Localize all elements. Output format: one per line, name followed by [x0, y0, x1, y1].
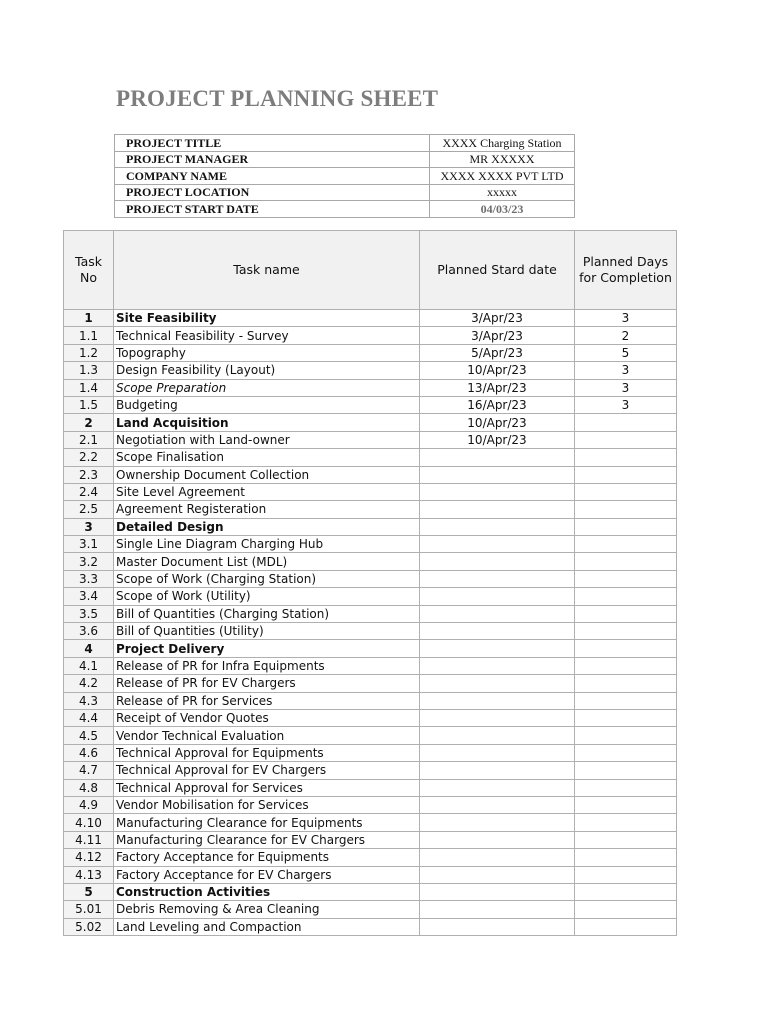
- task-days-cell: [575, 553, 677, 570]
- task-no-cell: 1.5: [64, 396, 114, 413]
- task-name-cell: Scope Preparation: [114, 379, 420, 396]
- task-name-cell: Land Leveling and Compaction: [114, 918, 420, 935]
- task-name-cell: Technical Approval for Services: [114, 779, 420, 796]
- task-date-cell: [420, 553, 575, 570]
- task-date-cell: [420, 570, 575, 587]
- task-name-cell: Release of PR for EV Chargers: [114, 675, 420, 692]
- table-row: [64, 310, 677, 327]
- task-no-cell: 1.2: [64, 344, 114, 361]
- table-row: [64, 866, 677, 883]
- task-date-cell: [420, 814, 575, 831]
- task-table: [63, 230, 677, 936]
- task-days-cell: [575, 570, 677, 587]
- task-no-cell: 4.3: [64, 692, 114, 709]
- task-no-cell: 3.4: [64, 588, 114, 605]
- table-row: [64, 849, 677, 866]
- task-name-cell: Site Feasibility: [114, 310, 420, 327]
- table-row: [64, 362, 677, 379]
- info-label: PROJECT MANAGER: [115, 151, 430, 168]
- task-name-cell: Vendor Technical Evaluation: [114, 727, 420, 744]
- task-name-cell: Topography: [114, 344, 420, 361]
- task-days-cell: [575, 640, 677, 657]
- task-no-cell: 4.7: [64, 762, 114, 779]
- info-label: PROJECT LOCATION: [115, 184, 430, 201]
- task-days-cell: [575, 814, 677, 831]
- task-no-cell: 3.2: [64, 553, 114, 570]
- table-row: [64, 483, 677, 500]
- task-date-cell: 10/Apr/23: [420, 431, 575, 448]
- task-no-cell: 3.3: [64, 570, 114, 587]
- task-name-cell: Receipt of Vendor Quotes: [114, 709, 420, 726]
- task-no-cell: 1.4: [64, 379, 114, 396]
- task-name-cell: Factory Acceptance for Equipments: [114, 849, 420, 866]
- task-date-cell: [420, 483, 575, 500]
- task-no-cell: 1.1: [64, 327, 114, 344]
- info-value: MR XXXXX: [430, 151, 575, 168]
- task-date-cell: [420, 605, 575, 622]
- task-no-cell: 4.1: [64, 657, 114, 674]
- table-row: [64, 640, 677, 657]
- info-value: XXXX Charging Station: [430, 135, 575, 152]
- table-row: [64, 623, 677, 640]
- task-no-cell: 1: [64, 310, 114, 327]
- task-days-cell: 3: [575, 396, 677, 413]
- task-days-cell: 3: [575, 379, 677, 396]
- task-name-cell: Factory Acceptance for EV Chargers: [114, 866, 420, 883]
- task-days-cell: [575, 692, 677, 709]
- table-row: [64, 814, 677, 831]
- task-days-cell: [575, 709, 677, 726]
- task-days-cell: [575, 866, 677, 883]
- task-days-cell: [575, 849, 677, 866]
- table-row: [64, 414, 677, 431]
- task-date-cell: 10/Apr/23: [420, 362, 575, 379]
- task-days-cell: [575, 779, 677, 796]
- table-row: [64, 379, 677, 396]
- task-name-cell: Negotiation with Land-owner: [114, 431, 420, 448]
- table-row: [64, 762, 677, 779]
- table-row: [64, 901, 677, 918]
- task-days-cell: [575, 744, 677, 761]
- task-name-cell: Ownership Document Collection: [114, 466, 420, 483]
- task-no-cell: 2.1: [64, 431, 114, 448]
- task-days-cell: [575, 762, 677, 779]
- task-no-cell: 2.5: [64, 501, 114, 518]
- header-task-no-line1: Task: [75, 254, 102, 269]
- table-row: [64, 466, 677, 483]
- task-date-cell: [420, 640, 575, 657]
- page-title: PROJECT PLANNING SHEET: [116, 86, 439, 111]
- task-days-cell: [575, 518, 677, 535]
- table-row: [64, 449, 677, 466]
- table-row: [64, 796, 677, 813]
- task-no-cell: 4.5: [64, 727, 114, 744]
- task-name-cell: Technical Approval for EV Chargers: [114, 762, 420, 779]
- task-no-cell: 4.8: [64, 779, 114, 796]
- table-row: [64, 396, 677, 413]
- task-days-cell: [575, 901, 677, 918]
- task-name-cell: Release of PR for Services: [114, 692, 420, 709]
- task-date-cell: [420, 657, 575, 674]
- task-date-cell: [420, 762, 575, 779]
- task-date-cell: [420, 466, 575, 483]
- table-row: [64, 518, 677, 535]
- task-days-cell: [575, 883, 677, 900]
- task-days-cell: [575, 431, 677, 448]
- task-name-cell: Technical Approval for Equipments: [114, 744, 420, 761]
- task-no-cell: 3.1: [64, 536, 114, 553]
- task-date-cell: [420, 536, 575, 553]
- task-date-cell: 3/Apr/23: [420, 310, 575, 327]
- task-date-cell: [420, 692, 575, 709]
- task-date-cell: [420, 501, 575, 518]
- task-date-cell: [420, 709, 575, 726]
- task-days-cell: [575, 449, 677, 466]
- task-date-cell: [420, 918, 575, 935]
- task-days-cell: [575, 588, 677, 605]
- table-row: [64, 727, 677, 744]
- task-date-cell: [420, 831, 575, 848]
- table-row: [64, 588, 677, 605]
- info-row: [115, 135, 575, 152]
- task-name-cell: Technical Feasibility - Survey: [114, 327, 420, 344]
- task-date-cell: [420, 849, 575, 866]
- table-row: [64, 605, 677, 622]
- task-no-cell: 5: [64, 883, 114, 900]
- task-days-cell: [575, 675, 677, 692]
- task-days-cell: [575, 536, 677, 553]
- task-no-cell: 4.11: [64, 831, 114, 848]
- info-value: XXXX XXXX PVT LTD: [430, 168, 575, 185]
- header-planned-days-line2: for Completion: [579, 270, 672, 285]
- task-date-cell: [420, 518, 575, 535]
- task-name-cell: Project Delivery: [114, 640, 420, 657]
- task-days-cell: [575, 483, 677, 500]
- task-name-cell: Master Document List (MDL): [114, 553, 420, 570]
- info-value: xxxxx: [430, 184, 575, 201]
- table-row: [64, 883, 677, 900]
- task-name-cell: Debris Removing & Area Cleaning: [114, 901, 420, 918]
- task-name-cell: Design Feasibility (Layout): [114, 362, 420, 379]
- task-name-cell: Bill of Quantities (Charging Station): [114, 605, 420, 622]
- task-name-cell: Vendor Mobilisation for Services: [114, 796, 420, 813]
- header-task-name: Task name: [114, 231, 420, 310]
- task-no-cell: 2.4: [64, 483, 114, 500]
- task-no-cell: 2: [64, 414, 114, 431]
- info-value: 04/03/23: [430, 201, 575, 218]
- task-name-cell: Site Level Agreement: [114, 483, 420, 500]
- task-date-cell: [420, 866, 575, 883]
- table-row: [64, 709, 677, 726]
- task-no-cell: 5.02: [64, 918, 114, 935]
- info-label: COMPANY NAME: [115, 168, 430, 185]
- task-days-cell: 3: [575, 310, 677, 327]
- task-no-cell: 3.5: [64, 605, 114, 622]
- task-date-cell: [420, 901, 575, 918]
- task-name-cell: Single Line Diagram Charging Hub: [114, 536, 420, 553]
- task-name-cell: Bill of Quantities (Utility): [114, 623, 420, 640]
- header-planned-days: [575, 231, 677, 310]
- task-date-cell: 13/Apr/23: [420, 379, 575, 396]
- task-no-cell: 1.3: [64, 362, 114, 379]
- info-label: PROJECT TITLE: [115, 135, 430, 152]
- info-row: [115, 151, 575, 168]
- task-date-cell: [420, 675, 575, 692]
- task-days-cell: [575, 918, 677, 935]
- task-name-cell: Release of PR for Infra Equipments: [114, 657, 420, 674]
- task-no-cell: 2.2: [64, 449, 114, 466]
- table-row: [64, 675, 677, 692]
- table-row: [64, 553, 677, 570]
- table-row: [64, 744, 677, 761]
- task-no-cell: 2.3: [64, 466, 114, 483]
- task-date-cell: 5/Apr/23: [420, 344, 575, 361]
- task-no-cell: 4.6: [64, 744, 114, 761]
- task-date-cell: [420, 588, 575, 605]
- task-name-cell: Scope Finalisation: [114, 449, 420, 466]
- task-days-cell: [575, 501, 677, 518]
- task-no-cell: 4.2: [64, 675, 114, 692]
- task-name-cell: Manufacturing Clearance for EV Chargers: [114, 831, 420, 848]
- task-no-cell: 4.9: [64, 796, 114, 813]
- task-days-cell: [575, 605, 677, 622]
- table-row: [64, 344, 677, 361]
- task-no-cell: 4.4: [64, 709, 114, 726]
- header-planned-start-date: Planned Stard date: [420, 231, 575, 310]
- table-row: [64, 501, 677, 518]
- task-no-cell: 3: [64, 518, 114, 535]
- task-days-cell: 5: [575, 344, 677, 361]
- task-days-cell: 2: [575, 327, 677, 344]
- header-task-no: [64, 231, 114, 310]
- task-days-cell: [575, 831, 677, 848]
- project-info-table: [114, 134, 575, 218]
- table-row: [64, 431, 677, 448]
- table-row: [64, 779, 677, 796]
- table-row: [64, 536, 677, 553]
- task-no-cell: 5.01: [64, 901, 114, 918]
- task-days-cell: [575, 414, 677, 431]
- task-date-cell: [420, 744, 575, 761]
- task-date-cell: 3/Apr/23: [420, 327, 575, 344]
- table-row: [64, 570, 677, 587]
- table-row: [64, 692, 677, 709]
- task-name-cell: Scope of Work (Utility): [114, 588, 420, 605]
- task-date-cell: [420, 623, 575, 640]
- table-row: [64, 831, 677, 848]
- info-row: [115, 168, 575, 185]
- task-no-cell: 4.12: [64, 849, 114, 866]
- task-date-cell: [420, 449, 575, 466]
- task-date-cell: [420, 779, 575, 796]
- task-name-cell: Agreement Registeration: [114, 501, 420, 518]
- task-no-cell: 3.6: [64, 623, 114, 640]
- task-name-cell: Scope of Work (Charging Station): [114, 570, 420, 587]
- info-label: PROJECT START DATE: [115, 201, 430, 218]
- table-row: [64, 327, 677, 344]
- task-date-cell: [420, 796, 575, 813]
- task-name-cell: Manufacturing Clearance for Equipments: [114, 814, 420, 831]
- task-days-cell: [575, 623, 677, 640]
- task-no-cell: 4.10: [64, 814, 114, 831]
- task-name-cell: Land Acquisition: [114, 414, 420, 431]
- info-row: [115, 184, 575, 201]
- header-planned-days-line1: Planned Days: [582, 254, 669, 269]
- task-name-cell: Construction Activities: [114, 883, 420, 900]
- task-days-cell: [575, 796, 677, 813]
- task-date-cell: [420, 883, 575, 900]
- task-name-cell: Budgeting: [114, 396, 420, 413]
- task-date-cell: [420, 727, 575, 744]
- task-name-cell: Detailed Design: [114, 518, 420, 535]
- task-no-cell: 4.13: [64, 866, 114, 883]
- table-row: [64, 657, 677, 674]
- task-date-cell: 16/Apr/23: [420, 396, 575, 413]
- task-table-header: [64, 231, 677, 310]
- info-row: [115, 201, 575, 218]
- task-no-cell: 4: [64, 640, 114, 657]
- task-days-cell: 3: [575, 362, 677, 379]
- task-date-cell: 10/Apr/23: [420, 414, 575, 431]
- task-days-cell: [575, 657, 677, 674]
- header-task-no-line2: No: [80, 270, 97, 285]
- task-days-cell: [575, 466, 677, 483]
- task-days-cell: [575, 727, 677, 744]
- table-row: [64, 918, 677, 935]
